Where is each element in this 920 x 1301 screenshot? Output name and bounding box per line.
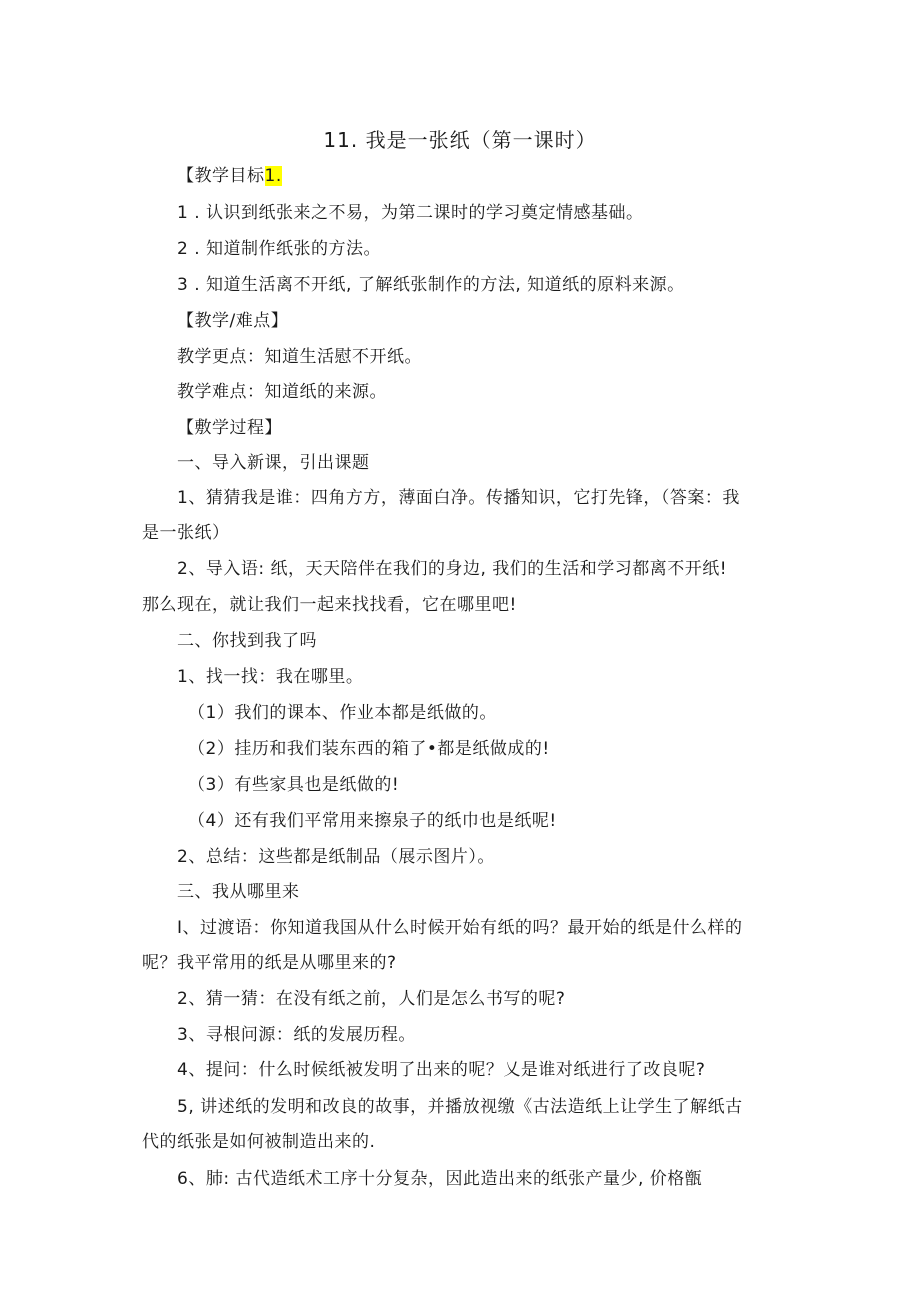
paragraph-line: 是一张纸） bbox=[142, 523, 230, 543]
goal-item-2: 2 . 知道制作纸张的方法。 bbox=[177, 239, 382, 259]
highlighted-text: 1. bbox=[264, 166, 282, 186]
paragraph-line: 5, 讲述纸的发明和改良的故事，并播放视缴《古法造纸上让学生了解纸古 bbox=[177, 1097, 743, 1117]
page-title: 11. 我是一张纸（第一课时） bbox=[323, 128, 597, 152]
list-item: （3）有些家具也是纸做的! bbox=[188, 775, 400, 795]
list-item: （4）还有我们平常用来擦泉子的纸巾也是纸呢! bbox=[188, 811, 557, 831]
key-points-heading: 【教学/难点】 bbox=[177, 311, 289, 331]
key-point-1: 教学更点：知道生活慰不开纸。 bbox=[177, 347, 422, 367]
goals-heading-text: 【教学目标 bbox=[177, 166, 265, 186]
paragraph-line: 2、猜一猜：在没有纸之前，人们是怎么书写的呢? bbox=[177, 989, 566, 1009]
goal-item-1: 1 . 认识到纸张来之不易，为第二课时的学习奠定情感基础。 bbox=[177, 203, 644, 223]
section-heading-2: 二、你找到我了吗 bbox=[177, 631, 317, 651]
process-heading: 【敷学过程】 bbox=[177, 418, 282, 438]
paragraph-line: 2、总结：这些都是纸制品（展示图片）。 bbox=[177, 847, 495, 867]
paragraph-line: 4、提问：什么时候纸被发明了出来的呢？乂是谁对纸进行了改良呢? bbox=[177, 1060, 706, 1080]
paragraph-line: I、过渡语：你知道我国从什么时候开始有纸的吗？最开始的纸是什么样的 bbox=[177, 918, 743, 938]
list-item: （2）挂历和我们装东西的箱了•都是纸做成的! bbox=[188, 739, 550, 759]
paragraph-line: 2、导入语: 纸，天天陪伴在我们的身边, 我们的生活和学习都离不开纸! bbox=[177, 559, 728, 579]
section-heading-3: 三、我从哪里来 bbox=[177, 882, 300, 902]
paragraph-line: 1、猜猜我是谁：四角方方，薄面白净。传播知识，它打先锋，（答案：我 bbox=[177, 488, 740, 508]
paragraph-line: 6、肺: 古代造纸术工序十分复杂，因此造出来的纸张产量少, 价格甑 bbox=[177, 1169, 703, 1189]
paragraph-line: 那么现在，就让我们一起来找找看，它在哪里吧! bbox=[142, 595, 517, 615]
paragraph-line: 呢？我平常用的纸是从哪里来的? bbox=[142, 953, 397, 973]
key-point-2: 教学难点：知道纸的来源。 bbox=[177, 382, 387, 402]
paragraph-line: 代的纸张是如何被制造出来的. bbox=[142, 1132, 376, 1152]
section-heading-1: 一、导入新课，引出课题 bbox=[177, 453, 370, 473]
goals-heading bbox=[177, 165, 282, 187]
goal-item-3: 3 . 知道生活离不开纸, 了解纸张制作的方法, 知道纸的原料来源。 bbox=[177, 275, 685, 295]
paragraph-line: 1、找一找：我在哪里。 bbox=[177, 667, 364, 687]
paragraph-line: 3、寻根问源：纸的发展历程。 bbox=[177, 1025, 416, 1045]
list-item: （1）我们的课本、作业本都是纸做的。 bbox=[188, 703, 497, 723]
